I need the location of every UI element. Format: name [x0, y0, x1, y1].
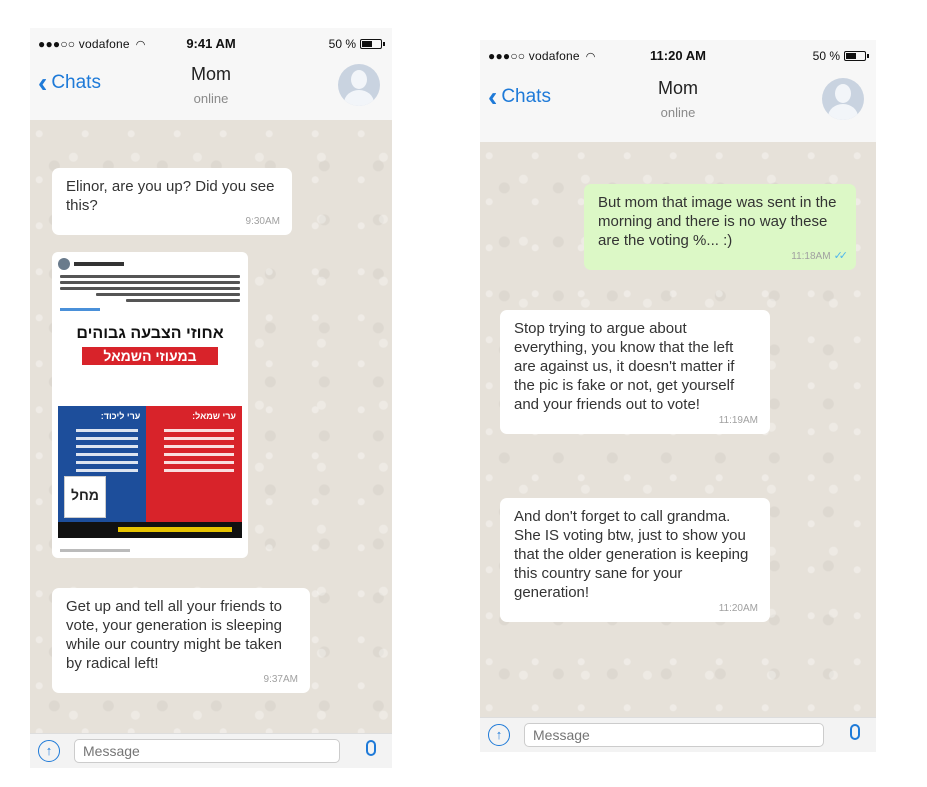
chevron-left-icon: ‹ [38, 67, 48, 98]
status-bar [480, 40, 876, 70]
likud-cities-column: ערי ליכוד: מחל [58, 406, 146, 538]
message-bubble-received: Get up and tell all your friends to vote, your generation is sleeping while our country might be taken by radical left! 9:37AM [52, 588, 310, 693]
chat-screen-right [480, 40, 876, 752]
tweet-screenshot [56, 256, 244, 554]
mic-icon[interactable] [366, 740, 376, 756]
contact-name: Mom [658, 78, 698, 98]
clock: 9:41 AM [186, 36, 236, 51]
message-list[interactable] [30, 120, 392, 734]
battery-indicator: 50 % [813, 49, 866, 63]
poster-headline: אחוזי הצבעה גבוהים [76, 325, 224, 342]
chat-header [30, 58, 392, 120]
read-receipt-icon: ✓✓ [833, 250, 844, 262]
left-cities-column: ערי שמאל: [146, 406, 242, 538]
carrier-label: ●●●○○ vodafone ◠ [38, 37, 146, 51]
contact-name: Mom [191, 64, 231, 84]
message-time: 9:37AM [263, 674, 298, 685]
status-bar [30, 28, 392, 58]
battery-icon [844, 51, 866, 61]
tweet-avatar [58, 258, 70, 270]
message-input[interactable] [74, 739, 340, 763]
attach-plus-icon[interactable]: ↑ [488, 724, 510, 746]
compose-bar [480, 717, 876, 752]
message-time: 11:18AM ✓✓ [791, 247, 844, 266]
chevron-left-icon: ‹ [488, 81, 498, 112]
message-time: 11:20AM [718, 603, 758, 614]
mic-icon[interactable] [850, 724, 860, 740]
attach-plus-icon[interactable]: ↑ [38, 740, 60, 762]
battery-indicator: 50 % [329, 37, 382, 51]
battery-icon [360, 39, 382, 49]
back-to-chats-button[interactable]: ‹ Chats [38, 67, 101, 98]
contact-status: online [193, 91, 229, 106]
message-list[interactable] [480, 142, 876, 718]
message-input[interactable] [524, 723, 824, 747]
message-time: 11:19AM [718, 415, 758, 426]
contact-avatar[interactable] [822, 78, 864, 120]
party-logo: מחל [64, 476, 106, 518]
wifi-icon: ◠ [135, 39, 146, 51]
image-message[interactable] [52, 252, 248, 558]
message-time: 9:30AM [245, 216, 280, 227]
chat-screen-left [30, 28, 392, 768]
message-bubble-received: And don't forget to call grandma. She IS voting btw, just to show you that the older generation is keeping this country sane for your generation! 11:20AM [500, 498, 770, 622]
chat-header [480, 72, 876, 134]
message-bubble-received: Stop trying to argue about everything, you know that the left are against us, it doesn't matter if the pic is fake or not, get yourself and your friends out to vote! 11:19AM [500, 310, 770, 434]
message-bubble-received: Elinor, are you up? Did you see this? 9:30AM [52, 168, 292, 235]
poster-subheadline: במעוזי השמאל [82, 347, 218, 365]
contact-info[interactable] [480, 78, 876, 120]
message-bubble-sent: But mom that image was sent in the morning and there is no way these are the voting %... :) 11:18AM ✓✓ [584, 184, 856, 270]
carrier-label: ●●●○○ vodafone ◠ [488, 49, 596, 63]
wifi-icon: ◠ [585, 51, 596, 63]
contact-status: online [660, 105, 696, 120]
compose-bar [30, 733, 392, 768]
contact-avatar[interactable] [338, 64, 380, 106]
clock: 11:20 AM [650, 48, 706, 63]
back-to-chats-button[interactable]: ‹ Chats [488, 81, 551, 112]
